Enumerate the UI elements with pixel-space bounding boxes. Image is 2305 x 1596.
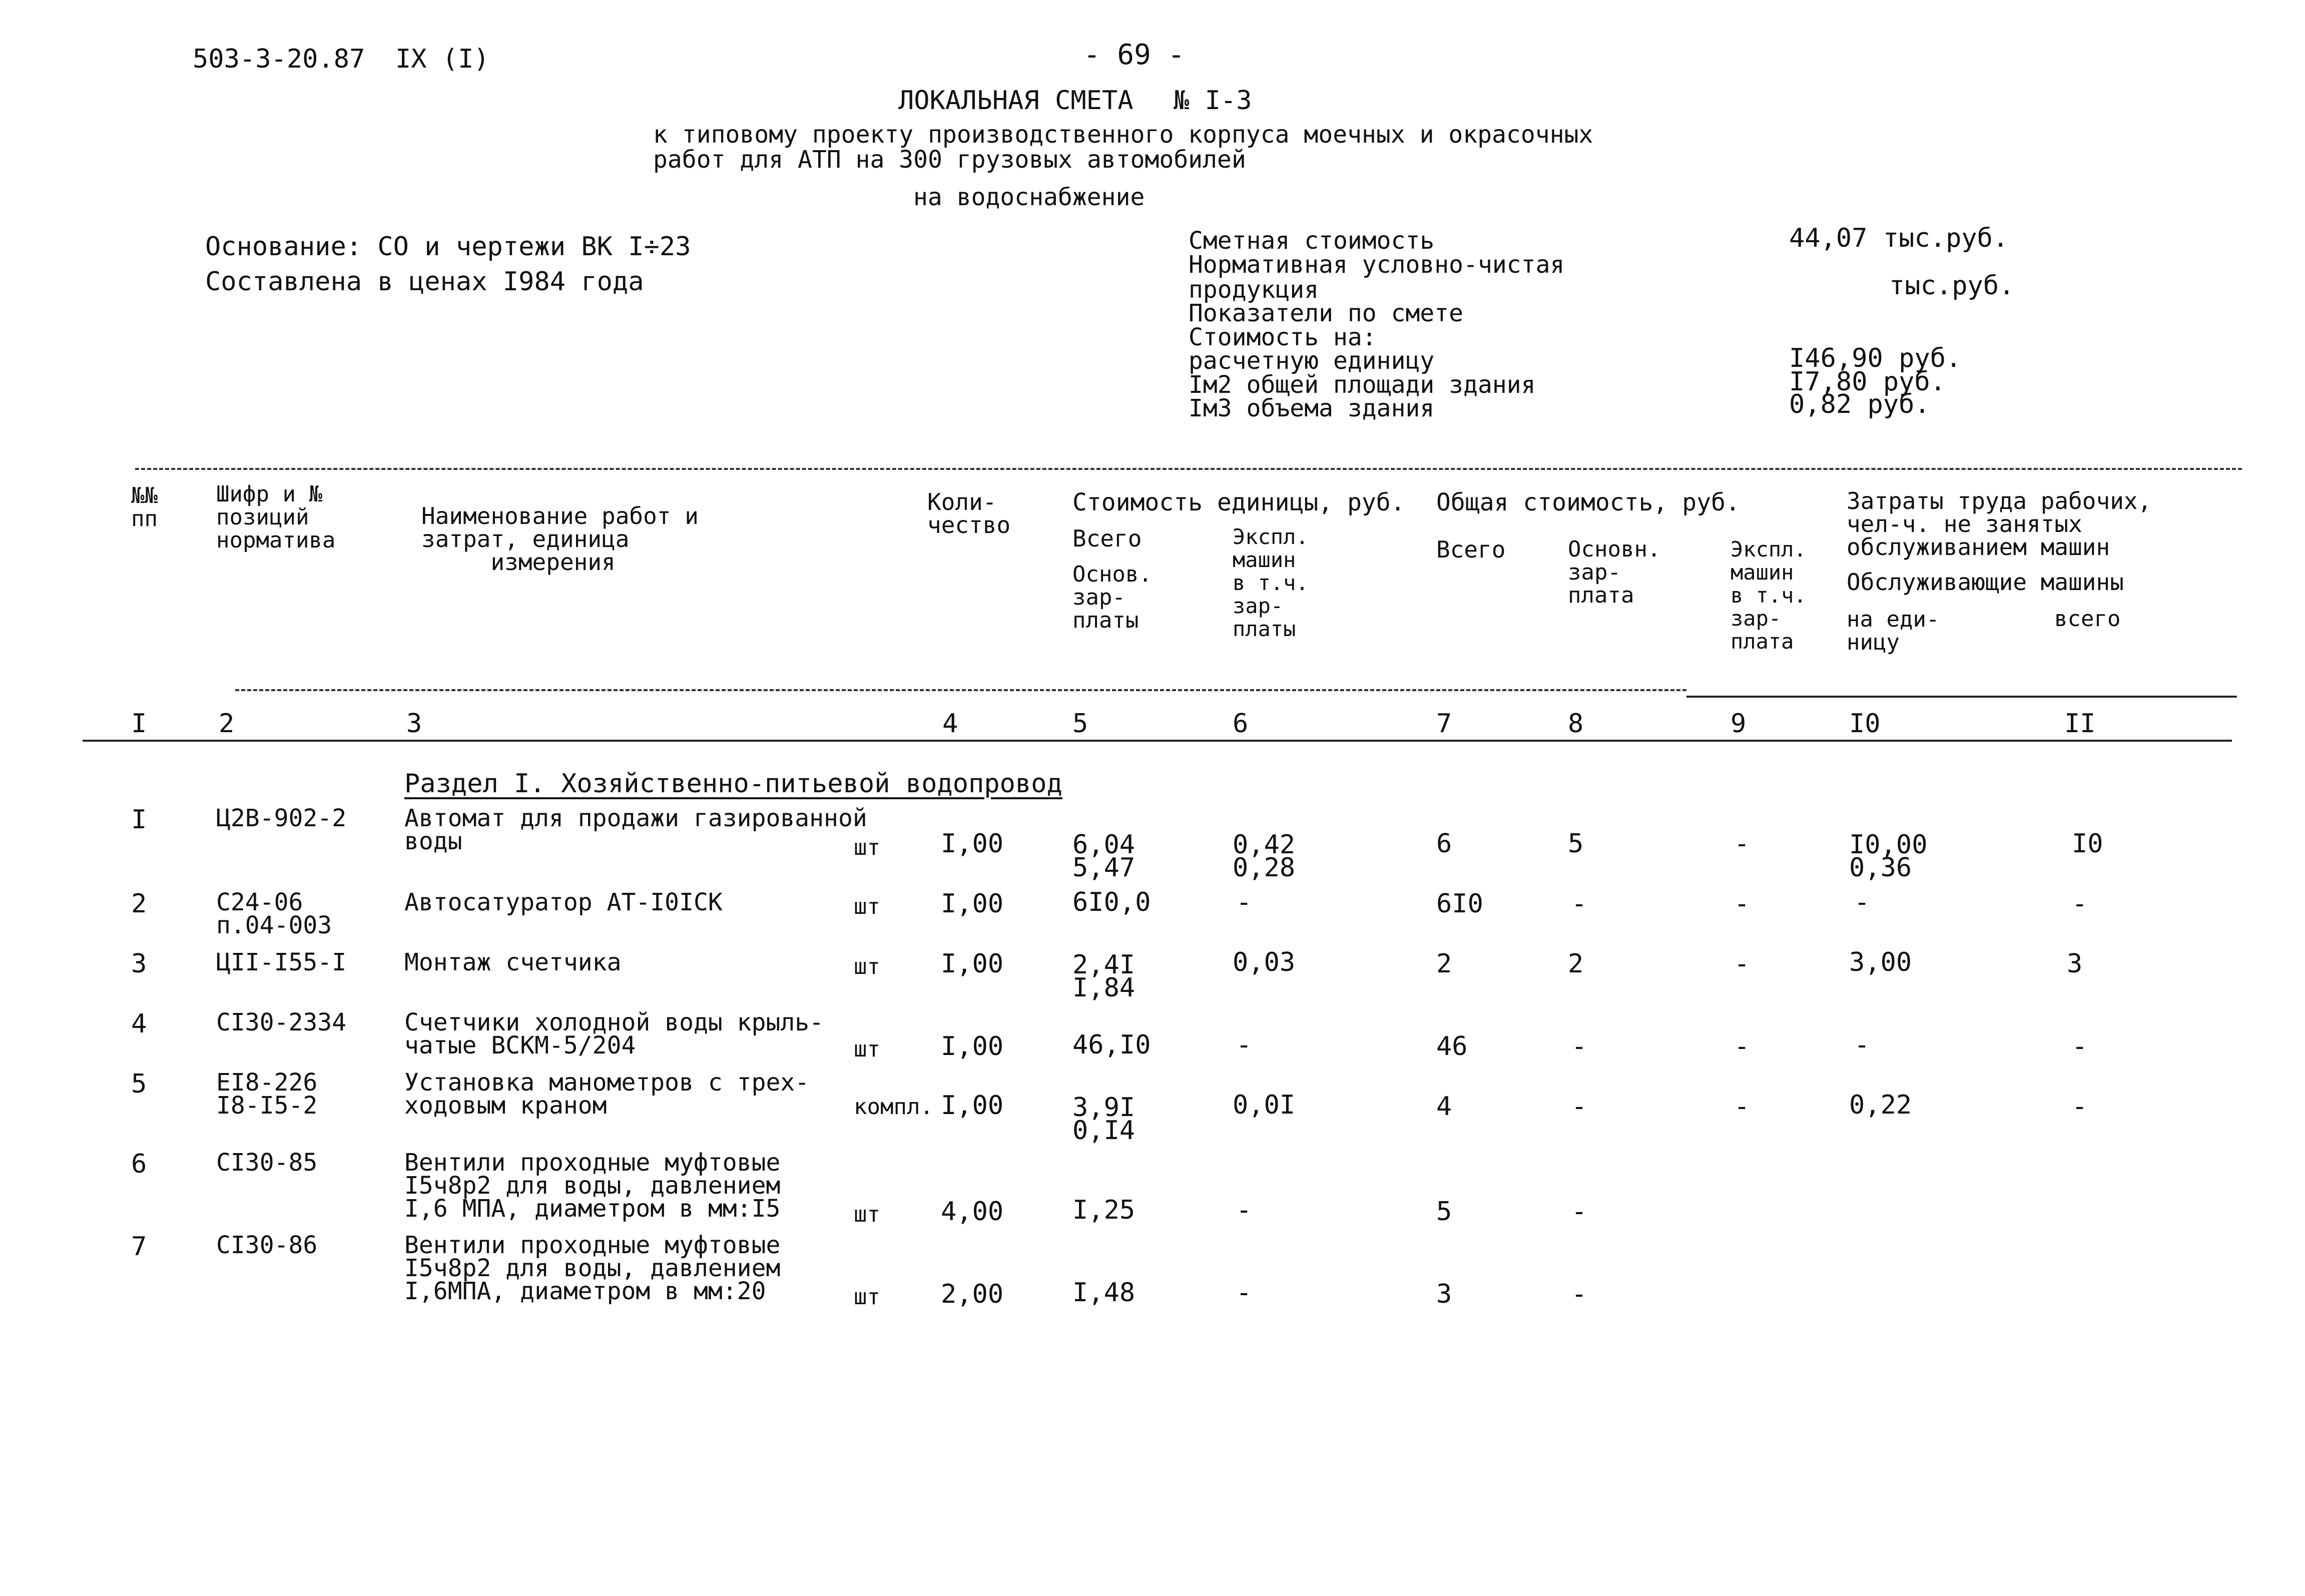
table-row-unit-price: 2,4I I,84	[1072, 950, 1135, 1003]
area-cost-value: I7,80 руб.	[1789, 367, 1946, 397]
prices-year-text: Составлена в ценах I984 года	[205, 267, 644, 297]
table-row-quantity: I,00	[941, 889, 1004, 919]
col-header-unit-wage: Основ. зар- платы	[1072, 562, 1152, 633]
table-row-unit: шт	[854, 1202, 880, 1227]
table-row-name: Монтаж счетчика	[404, 948, 622, 976]
subtitle-line-2: работ для АТП на 300 грузовых автомобилей	[653, 146, 1246, 174]
table-row-quantity: I,00	[941, 1091, 1004, 1121]
column-number: 6	[1233, 709, 1249, 739]
table-row-labor-per-unit: 3,00	[1849, 947, 1912, 977]
table-row-total: 46	[1436, 1031, 1468, 1061]
table-row-number: 3	[131, 949, 147, 979]
col-header-name: Наименование работ и затрат, единица измерения	[421, 502, 699, 576]
table-row-unit-machines: -	[1236, 887, 1252, 917]
table-row-unit-machines: 0,03	[1233, 947, 1296, 977]
col-header-total-all: Всего	[1436, 536, 1506, 563]
col-header-unit-total: Всего	[1072, 525, 1142, 552]
table-row-name: Автосатуратор АТ-I0IСК	[404, 888, 723, 916]
col-header-total-machines: Экспл. машин в т.ч. зар- плата	[1731, 537, 1807, 654]
cost-per-label: Стоимость на:	[1189, 323, 1377, 351]
table-row-total-wage: -	[1571, 889, 1587, 919]
table-row-total: 6	[1436, 829, 1452, 859]
table-row-total: 3	[1436, 1279, 1452, 1309]
column-number: I	[131, 709, 147, 739]
estimate-title: ЛОКАЛЬНАЯ СМЕТА	[898, 86, 1133, 116]
table-row-labor-per-unit: -	[1854, 887, 1870, 917]
col-header-labor-service: Обслуживающие машины	[1847, 569, 2124, 596]
normative-value: тыс.руб.	[1889, 271, 2015, 301]
column-numbers-rule	[83, 740, 2232, 742]
col-header-number: №№ пп	[131, 483, 158, 531]
col-header-code: Шифр и № позиций норматива	[216, 481, 336, 553]
table-row-quantity: 2,00	[941, 1279, 1004, 1309]
table-row-name: Вентили проходные муфтовые I5ч8р2 для воды, давлением I,6МПА, диаметром в мм:20	[404, 1231, 781, 1305]
table-row-total-wage: -	[1571, 1279, 1587, 1309]
column-number: 9	[1731, 709, 1747, 739]
col-header-labor-total: всего	[2054, 606, 2121, 632]
page-number: - 69 -	[1083, 39, 1185, 71]
unit-cost-label: расчетную единицу	[1189, 347, 1435, 375]
header-rule-right	[1686, 696, 2237, 698]
table-row-unit-price: I,48	[1072, 1278, 1135, 1308]
volume-cost-label: Iм3 объема здания	[1189, 394, 1435, 422]
basis-text: Основание: СО и чертежи ВК I÷23	[205, 232, 691, 262]
table-row-code: СI30-2334	[216, 1008, 347, 1036]
table-row-code: Ц2В-902-2	[216, 804, 347, 832]
table-row-total: 6I0	[1436, 889, 1483, 919]
table-row-total-machines: -	[1734, 1031, 1750, 1061]
table-row-quantity: I,00	[941, 1031, 1004, 1061]
table-row-unit: шт	[854, 954, 880, 979]
table-row-total-wage: -	[1571, 1197, 1587, 1227]
volume-cost-value: 0,82 руб.	[1789, 389, 1930, 419]
column-number: 8	[1568, 709, 1584, 739]
table-row-total-machines: -	[1734, 949, 1750, 979]
table-row-name: Вентили проходные муфтовые I5ч8р2 для воды, давлением I,6 МПА, диаметром в мм:I5	[404, 1149, 781, 1223]
table-row-unit-machines: 0,42 0,28	[1233, 830, 1296, 883]
table-row-labor-total: 3	[2067, 949, 2083, 979]
table-row-quantity: 4,00	[941, 1197, 1004, 1227]
estimate-cost-label: Сметная стоимость	[1189, 227, 1435, 255]
table-row-code: ЦII-I55-I	[216, 948, 347, 976]
table-row-total-wage: -	[1571, 1092, 1587, 1122]
column-number: 2	[219, 709, 235, 739]
normative-label-2: продукция	[1189, 276, 1319, 304]
table-row-labor-total: -	[2072, 1031, 2088, 1061]
table-row-number: 5	[131, 1069, 147, 1099]
table-row-code: СI30-86	[216, 1231, 318, 1259]
table-row-unit: шт	[854, 1036, 880, 1062]
col-header-total-wage: Основн. зар- плата	[1568, 537, 1661, 608]
table-row-name: Автомат для продажи газированной воды	[404, 804, 867, 855]
table-row-labor-total: -	[2072, 889, 2088, 919]
table-row-total-machines: -	[1734, 829, 1750, 859]
column-number: II	[2064, 709, 2096, 739]
table-row-total: 2	[1436, 949, 1452, 979]
normative-label-1: Нормативная условно-чистая	[1189, 251, 1565, 279]
col-header-unit-cost: Стоимость единицы, руб.	[1072, 488, 1405, 516]
table-row-number: 6	[131, 1149, 147, 1179]
album-number: IX (I)	[395, 44, 489, 74]
table-row-name: Счетчики холодной воды крыль- чатые ВСКМ-5/204	[404, 1008, 824, 1059]
indicators-label: Показатели по смете	[1189, 299, 1464, 327]
column-number: 7	[1436, 709, 1452, 739]
table-row-total: 5	[1436, 1197, 1452, 1227]
table-row-unit: шт	[854, 835, 880, 860]
table-top-rule	[135, 468, 2242, 470]
estimate-number: № I-3	[1174, 86, 1252, 116]
table-row-unit-machines: -	[1236, 1278, 1252, 1308]
table-row-quantity: I,00	[941, 949, 1004, 979]
column-number: 3	[406, 709, 422, 739]
table-row-unit: шт	[854, 1284, 880, 1310]
table-row-total-wage: -	[1571, 1031, 1587, 1061]
table-row-labor-per-unit: -	[1854, 1030, 1870, 1060]
estimate-cost-value: 44,07 тыс.руб.	[1789, 223, 2009, 253]
table-row-code: СI30-85	[216, 1149, 318, 1177]
table-row-code: С24-06 п.04-003	[216, 888, 332, 939]
section-title: Раздел I. Хозяйственно-питьевой водопровод	[404, 769, 1062, 799]
table-row-total-wage: 2	[1568, 949, 1584, 979]
table-row-labor-per-unit: 0,22	[1849, 1090, 1912, 1120]
table-row-unit-price: 3,9I 0,I4	[1072, 1093, 1135, 1146]
col-header-labor-per-unit: на еди- ницу	[1847, 607, 1940, 655]
table-row-unit-machines: -	[1236, 1030, 1252, 1060]
table-row-unit-price: I,25	[1072, 1195, 1135, 1225]
subtitle-line-1: к типовому проекту производственного корпуса моечных и окрасочных	[653, 121, 1593, 149]
table-row-total: 4	[1436, 1092, 1452, 1122]
table-row-unit: шт	[854, 894, 880, 919]
col-header-quantity: Коли- чество	[927, 488, 1011, 539]
col-header-labor: Затраты труда рабочих, чел-ч. не занятых обслуживанием машин	[1847, 487, 2152, 561]
table-row-unit-price: 6,04 5,47	[1072, 830, 1135, 883]
table-row-name: Установка манометров с трех- ходовым краном	[404, 1069, 810, 1120]
table-row-number: 4	[131, 1009, 147, 1039]
col-header-total-cost: Общая стоимость, руб.	[1436, 488, 1740, 516]
col-header-unit-machines: Экспл. машин в т.ч. зар- платы	[1233, 524, 1309, 641]
table-row-unit-machines: 0,0I	[1233, 1090, 1296, 1120]
table-row-unit-price: 6I0,0	[1072, 887, 1151, 917]
table-row-code: ЕI8-226 I8-I5-2	[216, 1069, 318, 1120]
document-code: 503-3-20.87	[193, 44, 365, 74]
column-number: 4	[942, 709, 958, 739]
table-row-labor-total: I0	[2072, 829, 2103, 859]
column-number: 5	[1072, 709, 1088, 739]
table-row-quantity: I,00	[941, 829, 1004, 859]
table-row-unit: компл.	[854, 1094, 933, 1120]
table-row-labor-total: -	[2072, 1092, 2088, 1122]
table-row-unit-price: 46,I0	[1072, 1030, 1151, 1060]
area-cost-label: Iм2 общей площади здания	[1189, 371, 1536, 399]
table-row-total-wage: 5	[1568, 829, 1584, 859]
unit-cost-value: I46,90 руб.	[1789, 343, 1962, 373]
table-row-number: 7	[131, 1232, 147, 1262]
header-sub-rule	[235, 689, 1686, 691]
table-row-number: 2	[131, 889, 147, 919]
table-row-labor-per-unit: I0,00 0,36	[1849, 830, 1928, 883]
table-row-total-machines: -	[1734, 889, 1750, 919]
table-row-total-machines: -	[1734, 1092, 1750, 1122]
column-number: I0	[1849, 709, 1881, 739]
table-row-number: I	[131, 805, 147, 835]
table-row-unit-machines: -	[1236, 1195, 1252, 1225]
subtitle-line-3: на водоснабжение	[913, 183, 1145, 211]
